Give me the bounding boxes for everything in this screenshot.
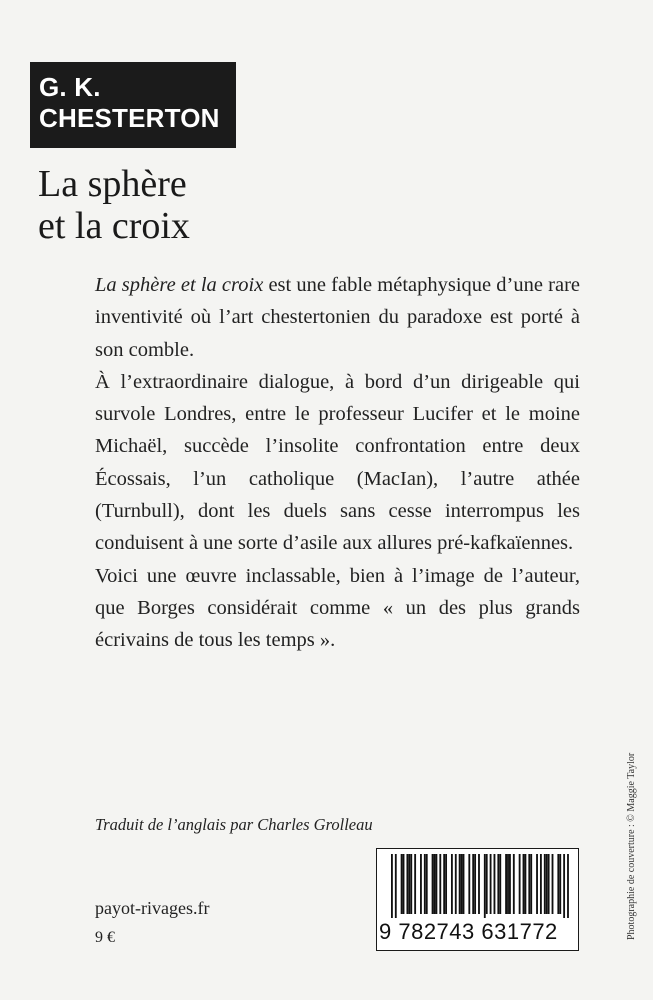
barcode-bar bbox=[536, 854, 538, 914]
barcode-bar bbox=[434, 854, 436, 914]
barcode-bar bbox=[530, 854, 532, 914]
barcode-bar bbox=[490, 854, 492, 914]
barcode-bar bbox=[528, 854, 530, 914]
book-title bbox=[38, 163, 190, 247]
barcode-bar bbox=[523, 854, 525, 914]
author-initials: G. K. bbox=[39, 72, 101, 102]
back-cover-blurb bbox=[95, 269, 580, 657]
barcode-bar bbox=[540, 854, 542, 914]
book-title-line-1: La sphère bbox=[38, 163, 187, 205]
barcode-bar bbox=[472, 854, 474, 914]
barcode-bar bbox=[391, 854, 393, 918]
barcode-bar bbox=[439, 854, 441, 914]
barcode-bar bbox=[455, 854, 457, 914]
blurb-paragraph-1 bbox=[95, 269, 580, 366]
barcode-bar bbox=[445, 854, 447, 914]
barcode-bar bbox=[478, 854, 480, 914]
translator-credit: Traduit de l’anglais par Charles Grolleau bbox=[95, 815, 373, 834]
isbn-barcode bbox=[376, 848, 579, 951]
barcode-bar bbox=[459, 854, 461, 914]
book-title-line-2: et la croix bbox=[38, 205, 190, 247]
barcode-bar bbox=[432, 854, 434, 914]
barcode-bar bbox=[513, 854, 515, 914]
isbn-digits: 9 782743 631772 bbox=[379, 919, 558, 944]
barcode-bar bbox=[519, 854, 521, 914]
barcode-bar bbox=[505, 854, 507, 914]
author-surname: CHESTERTON bbox=[39, 103, 220, 133]
barcode-bar bbox=[424, 854, 426, 914]
barcode-bar bbox=[414, 854, 416, 914]
barcode-bars bbox=[391, 854, 569, 918]
barcode-bar bbox=[474, 854, 476, 914]
author-name-block bbox=[30, 62, 236, 148]
barcode-bar bbox=[486, 854, 488, 914]
barcode-bar bbox=[494, 854, 496, 914]
blurb-paragraph-1-text: est une fable métaphysique d’une rare inventivité où l’art chestertonien du paradoxe est porté à son comble. bbox=[95, 274, 580, 361]
barcode-bar bbox=[559, 854, 561, 914]
barcode-bar bbox=[552, 854, 554, 914]
barcode-bar bbox=[451, 854, 453, 914]
barcode-bar bbox=[410, 854, 412, 914]
barcode-bar bbox=[406, 854, 408, 914]
barcode-bar bbox=[463, 854, 465, 914]
barcode-bar bbox=[563, 854, 565, 918]
barcode-bar bbox=[401, 854, 403, 914]
barcode-bar bbox=[461, 854, 463, 914]
barcode-bar bbox=[507, 854, 509, 914]
barcode-bar bbox=[546, 854, 548, 914]
blurb-paragraph-3: Voici une œuvre inclassable, bien à l’image de l’auteur, que Borges considérait comme « un des plus grands écrivains de tous les temps ». bbox=[95, 564, 580, 652]
barcode-bar bbox=[525, 854, 527, 914]
barcode-bar bbox=[567, 854, 569, 918]
barcode-bar bbox=[403, 854, 405, 914]
barcode-bar bbox=[499, 854, 501, 914]
barcode-bar bbox=[497, 854, 499, 914]
barcode-bar bbox=[436, 854, 438, 914]
blurb-paragraph-2: À l’extraordinaire dialogue, à bord d’un dirigeable qui survole Londres, entre le professeur Lucifer et le moine Michaël, succède l’insolite confrontation entre deux Écossais, l’un catholique (MacIan), l’autre athée (Turnbull), dont les duels sans cesse interrompus les conduisent à une sorte d’asile aux allures pré-kafkaïennes. bbox=[95, 370, 580, 555]
barcode-bar bbox=[468, 854, 470, 914]
barcode-bar bbox=[426, 854, 428, 914]
barcode-bar bbox=[408, 854, 410, 914]
barcode-bar bbox=[544, 854, 546, 914]
barcode-bar bbox=[484, 854, 486, 918]
barcode-bar bbox=[509, 854, 511, 914]
barcode-bar bbox=[395, 854, 397, 918]
blurb-title-italic: La sphère et la croix bbox=[95, 274, 264, 296]
publisher-website: payot-rivages.fr bbox=[95, 898, 210, 918]
barcode-bar bbox=[557, 854, 559, 914]
price-label: 9 € bbox=[95, 929, 115, 946]
barcode-bar bbox=[548, 854, 550, 914]
cover-photo-credit: Photographie de couverture : © Maggie Taylor bbox=[626, 752, 637, 940]
barcode-bar bbox=[420, 854, 422, 914]
barcode-bar bbox=[443, 854, 445, 914]
